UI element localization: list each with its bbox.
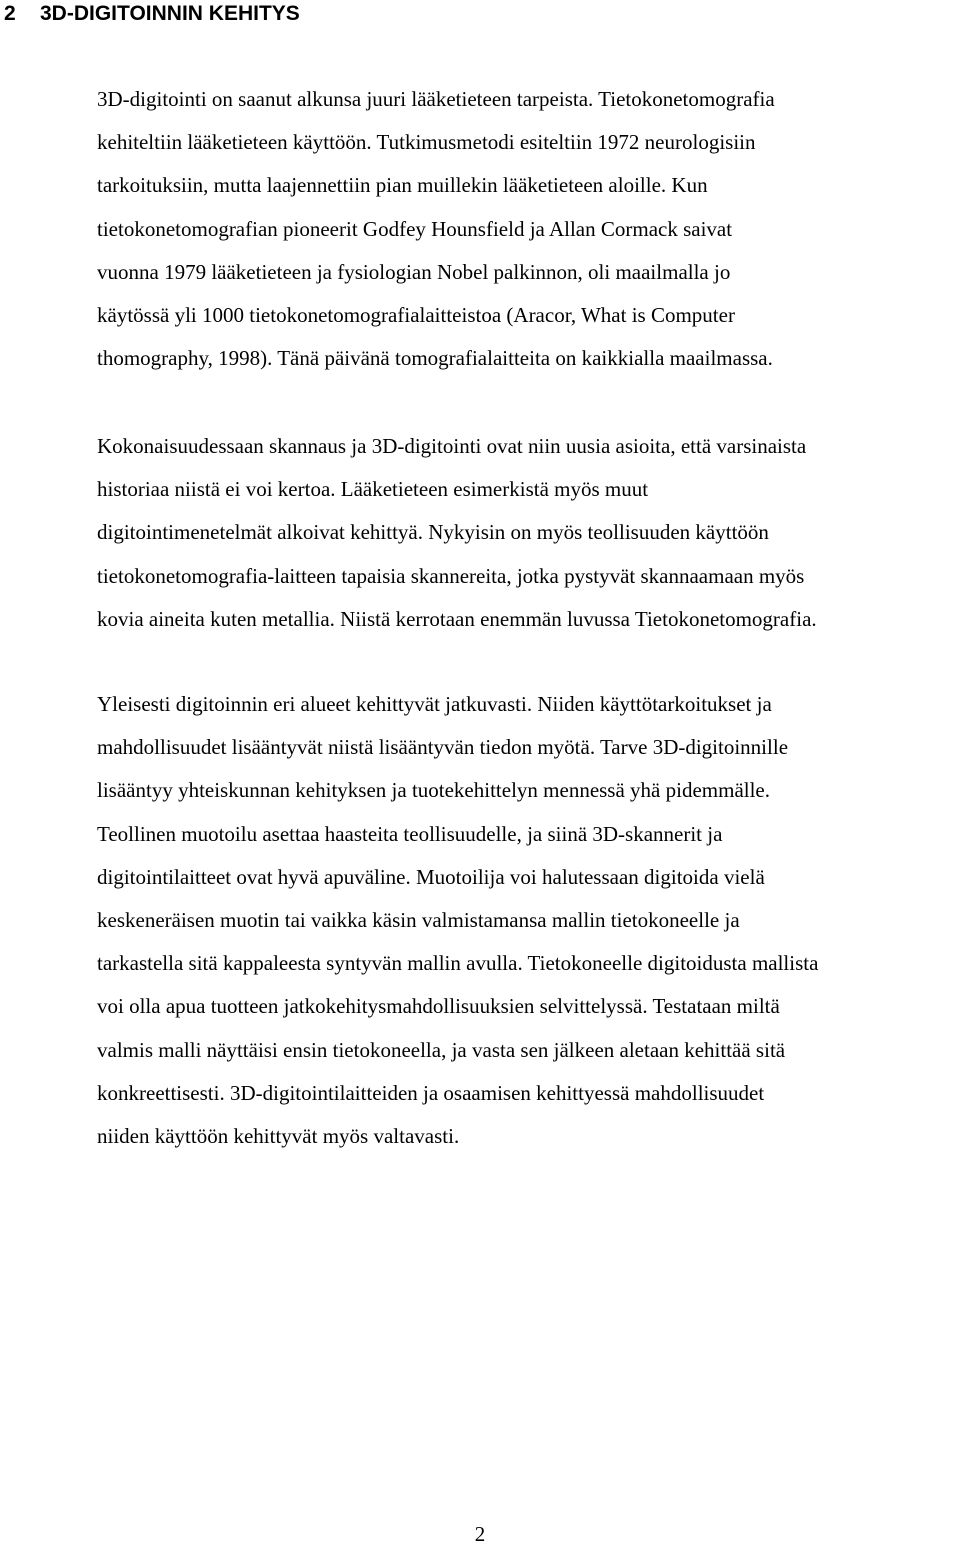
- text-line: keskeneräisen muotin tai vaikka käsin valmistamansa mallin tietokoneelle ja: [97, 907, 740, 932]
- paragraph-history: [97, 78, 775, 380]
- text-line: mahdollisuudet lisääntyvät niistä lisääntyvän tiedon myötä. Tarve 3D-digitoinnille: [97, 735, 789, 760]
- section-number: 2: [4, 2, 16, 25]
- text-line: 3D-digitointi on saanut alkunsa juuri lääketieteen tarpeista. Tietokonetomografia: [97, 87, 775, 111]
- text-line: digitointilaitteet ovat hyvä apuväline. Muotoilija voi halutessaan digitoida vielä: [97, 864, 765, 889]
- text-line: Kokonaisuudessaan skannaus ja 3D-digitointi ovat niin uusia asioita, että varsinaista: [97, 434, 807, 458]
- section-title: 3D-DIGITOINNIN KEHITYS: [40, 2, 300, 25]
- paragraph-overview: [97, 425, 817, 641]
- text-line: Teollinen muotoilu asettaa haasteita teollisuudelle, ja siinä 3D-skannerit ja: [97, 821, 723, 846]
- text-line: niiden käyttöön kehittyvät myös valtavasti.: [97, 1123, 460, 1148]
- text-line: voi olla apua tuotteen jatkokehitysmahdollisuuksien selvittelyssä. Testataan miltä: [97, 994, 780, 1019]
- text-line: tietokonetomografia-laitteen tapaisia skannereita, jotka pystyvät skannaamaan myös: [97, 563, 805, 588]
- text-line: digitointimenetelmät alkoivat kehittyä. Nykyisin on myös teollisuuden käyttöön: [97, 520, 769, 545]
- text-line: tietokonetomografian pioneerit Godfey Hounsfield ja Allan Cormack saivat: [97, 216, 733, 241]
- text-line: historiaa niistä ei voi kertoa. Lääketieteen esimerkistä myös muut: [97, 477, 649, 502]
- text-line: valmis malli näyttäisi ensin tietokoneella, ja vasta sen jälkeen aletaan kehittää sitä: [97, 1037, 786, 1062]
- text-line: konkreettisesti. 3D-digitointilaitteiden ja osaamisen kehittyessä mahdollisuudet: [97, 1080, 765, 1105]
- text-line: vuonna 1979 lääketieteen ja fysiologian Nobel palkinnon, oli maailmalla jo: [97, 259, 731, 284]
- paragraph-development: [97, 683, 818, 1158]
- section-heading: [4, 1, 300, 27]
- text-line: Yleisesti digitoinnin eri alueet kehittyvät jatkuvasti. Niiden käyttötarkoitukset ja: [97, 692, 772, 716]
- text-line: tarkastella sitä kappaleesta syntyvän mallin avulla. Tietokoneelle digitoidusta mallista: [97, 951, 819, 976]
- text-line: lisääntyy yhteiskunnan kehityksen ja tuotekehittelyn mennessä yhä pidemmälle.: [97, 778, 771, 803]
- page-number: 2: [474, 1522, 486, 1546]
- text-line: thomography, 1998). Tänä päivänä tomografialaitteita on kaikkialla maailmassa.: [97, 346, 773, 371]
- text-line: tarkoituksiin, mutta laajennettiin pian muillekin lääketieteen aloille. Kun: [97, 173, 708, 198]
- text-line: käytössä yli 1000 tietokonetomografialaitteistoa (Aracor, What is Computer: [97, 302, 735, 327]
- text-line: kovia aineita kuten metallia. Niistä kerrotaan enemmän luvussa Tietokonetomografia.: [97, 606, 817, 631]
- text-line: kehiteltiin lääketieteen käyttöön. Tutkimusmetodi esiteltiin 1972 neurologisiin: [97, 130, 756, 155]
